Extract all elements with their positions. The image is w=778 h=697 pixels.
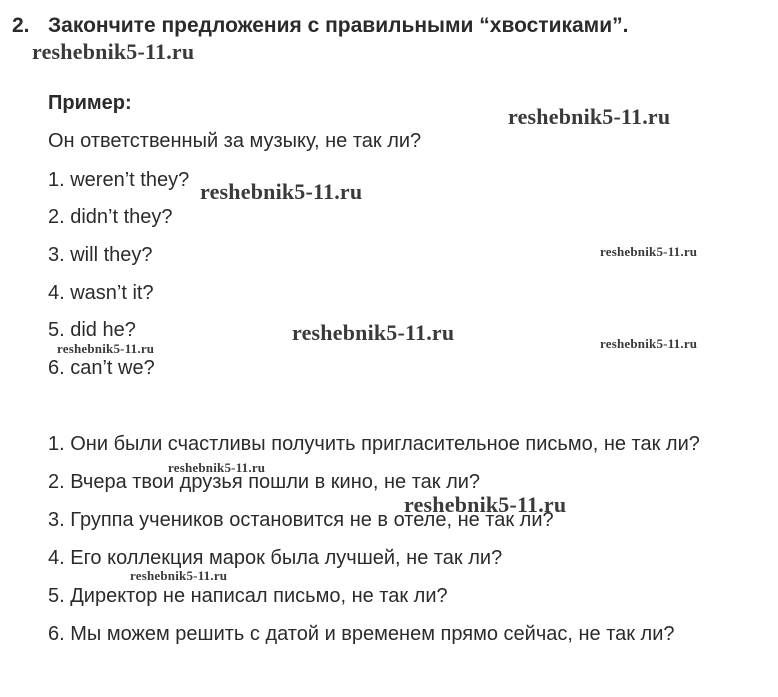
watermark: reshebnik5-11.ru bbox=[200, 179, 363, 204]
watermark: reshebnik5-11.ru bbox=[168, 460, 266, 475]
translation-line: 2. Вчера твои друзья пошли в кино, не так ли? bbox=[48, 471, 481, 493]
example-sentence: Он ответственный за музыку, не так ли? bbox=[48, 130, 422, 152]
translation-line: 4. Его коллекция марок была лучшей, не так ли? bbox=[48, 547, 503, 569]
watermark: reshebnik5-11.ru bbox=[600, 336, 698, 351]
answer-line: 3. will they? bbox=[48, 244, 153, 266]
watermark: reshebnik5-11.ru bbox=[508, 104, 671, 129]
watermark: reshebnik5-11.ru bbox=[32, 39, 195, 64]
watermark: reshebnik5-11.ru bbox=[57, 341, 155, 356]
answer-line: 6. can’t we? bbox=[48, 357, 155, 379]
translation-line: 6. Мы можем решить с датой и временем прямо сейчас, не так ли? bbox=[48, 623, 675, 645]
watermark: reshebnik5-11.ru bbox=[600, 244, 698, 259]
answer-line: 5. did he? bbox=[48, 319, 136, 341]
translation-line: 3. Группа учеников остановится не в отеле, не так ли? bbox=[48, 509, 554, 531]
answer-line: 4. wasn’t it? bbox=[48, 282, 154, 304]
translation-line: 1. Они были счастливы получить пригласительное письмо, не так ли? bbox=[48, 433, 700, 455]
example-label: Пример: bbox=[48, 92, 132, 114]
translation-line: 5. Директор не написал письмо, не так ли? bbox=[48, 585, 448, 607]
watermark: reshebnik5-11.ru bbox=[404, 492, 567, 517]
watermark: reshebnik5-11.ru bbox=[130, 568, 228, 583]
answer-line: 1. weren’t they? bbox=[48, 169, 190, 191]
answer-line: 2. didn’t they? bbox=[48, 206, 173, 228]
watermark: reshebnik5-11.ru bbox=[292, 320, 455, 345]
task-title: Закончите предложения с правильными “хвостиками”. bbox=[48, 14, 629, 37]
task-number: 2. bbox=[12, 14, 30, 37]
